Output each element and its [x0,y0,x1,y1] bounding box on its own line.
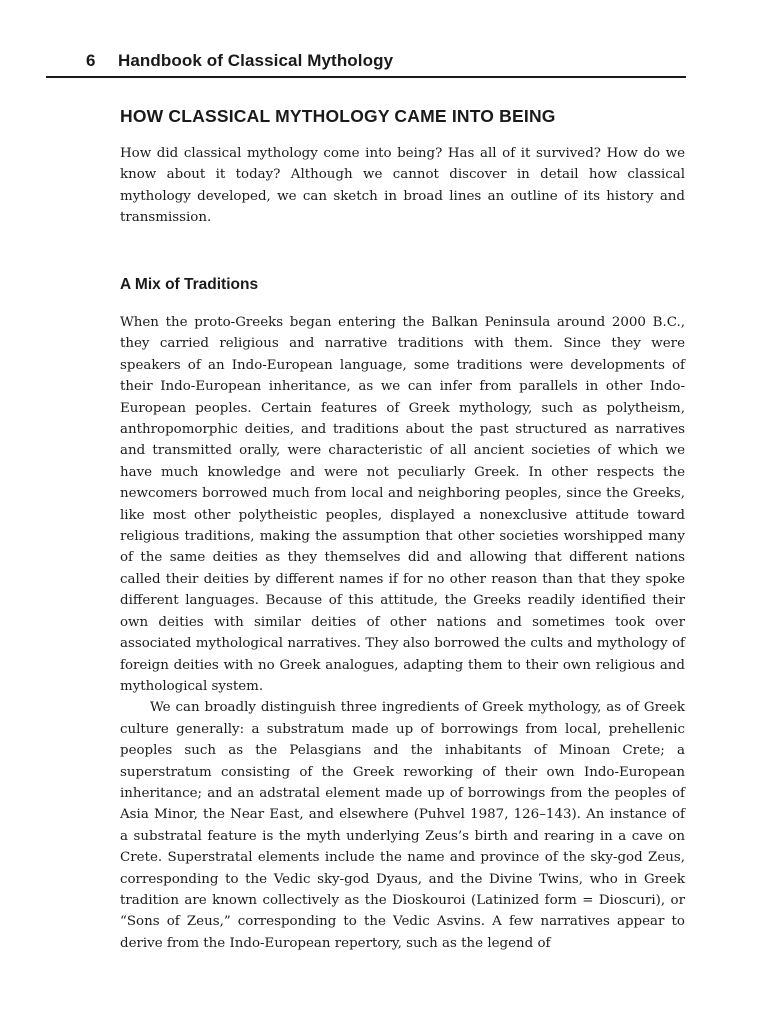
header-rule [46,76,686,78]
chapter-title: HOW CLASSICAL MYTHOLOGY CAME INTO BEING [120,106,556,126]
era-abbreviation: B.C. [652,315,681,330]
intro-paragraph: How did classical mythology come into being? Has all of it survived? How do we know about it today? Although we cannot discover in detail how classical mythology developed, we can sketch in broad lines an outline of its history and transmission. [120,146,685,226]
section-heading: A Mix of Traditions [120,276,259,293]
paragraph-1 [120,312,685,697]
page-number: 6 [86,51,96,70]
paragraph-2: We can broadly distinguish three ingredients of Greek mythology, as of Greek culture generally: a substratum made up of borrowings from local, prehellenic peoples such as the Pelasgians and the inhabitants of Minoan Crete; a superstratum consisting of the Greek reworking of their own Indo-European inheritance; and an adstratal element made up of borrowings from the peoples of Asia Minor, the Near East, and elsewhere (Puhvel 1987, 126–143). An instance of a substratal feature is the myth underlying Zeus’s birth and rearing in a cave on Crete. Superstratal elements include the name and province of the sky-god Zeus, corresponding to the Vedic sky-god Dyaus, and the Divine Twins, who in Greek tradition are known collectively as the Dioskouroi (Latinized form = Dioscuri), or “Sons of Zeus,” corresponding to the Vedic Asvins. A few narratives appear to derive from the Indo-European repertory, such as the legend of [120,700,685,951]
paragraph-1-rest: , they carried religious and narrative traditions with them. Since they were speakers of an Indo-European language, some traditions were developments of their Indo-European inheritance, as we can infer from parallels in other Indo-European peoples. Certain features of Greek mythology, such as polytheism, anthropomorphic deities, and traditions about the past structured as narratives and transmitted orally, were characteristic of all ancient societies of which we have much knowledge and were not peculiarly Greek. In other respects the newcomers borrowed much from local and neighboring peoples, since the Greeks, like most other polytheistic peoples, displayed a nonexclusive attitude toward religious traditions, making the assumption that other societies worshipped many of the same deities as they themselves did and allowing that different nations called their deities by different names if for no other reason than that they spoke different languages. Because of this attitude, the Greeks readily identified their own deities with similar deities of other nations and sometimes took over associated mythological narratives. They also borrowed the cults and mythology of foreign deities with no Greek analogues, adapting them to their own religious and mythological system. [120,315,685,694]
running-head [86,51,686,71]
section-body [120,312,685,954]
book-title: Handbook of Classical Mythology [118,51,394,70]
paragraph-1-start: When the proto-Greeks began entering the Balkan Peninsula around 2000 [120,315,653,330]
